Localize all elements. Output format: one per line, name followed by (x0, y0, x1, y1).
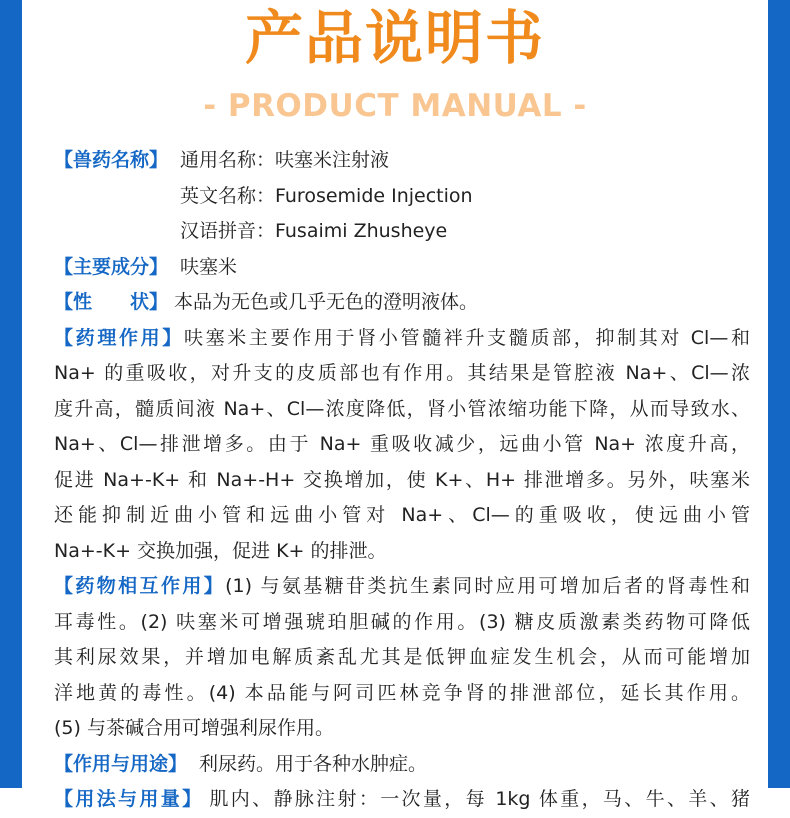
interaction-line: (1) 与氨基糖苷类抗生素同时应用可增加后者的肾毒性和 (225, 575, 750, 597)
dosage-text: 肌内、静脉注射：一次量，每 1kg 体重，马、牛、羊、猪 (209, 788, 750, 810)
pharmacology-line: Na+、Cl—排泄增多。由于 Na+ 重吸收减少，远曲小管 Na+ 浓度升高， (54, 433, 750, 455)
right-border (768, 0, 790, 788)
manual-page (22, 0, 768, 810)
label-dosage: 【用法与用量】 (54, 788, 204, 810)
pinyin-name-row (54, 214, 750, 250)
english-name-row (54, 179, 750, 215)
pharmacology-line: 度升高，髓质间液 Na+、Cl—浓度降低，肾小管浓缩功能下降，从而导致水、 (54, 397, 750, 420)
label-ingredient: 【主要成分】 (54, 255, 169, 278)
left-border (0, 0, 22, 788)
label-interaction: 【药物相互作用】 (54, 575, 226, 597)
generic-name: 通用名称：呋塞米注射液 (180, 149, 390, 171)
section-drug-name (54, 143, 750, 179)
usage-text: 利尿药。用于各种水肿症。 (199, 752, 428, 775)
pharmacology-line: 促进 Na+-K+ 和 Na+-H+ 交换增加，使 K+、H+ 排泄增多。另外，呋塞米 (54, 468, 750, 491)
property-text: 本品为无色或几乎无色的澄明液体。 (174, 291, 479, 313)
section-dosage (54, 782, 750, 818)
interaction-line: 耳毒性。(2) 呋塞米可增强琥珀胆碱的作用。(3) 糖皮质激素类药物可降低 (54, 610, 750, 633)
manual-content (54, 143, 750, 818)
label-usage: 【作用与用途】 (54, 752, 188, 775)
pharmacology-line: Na+ 的重吸收，对升支的皮质部也有作用。其结果是管腔液 Na+、Cl—浓 (54, 362, 750, 384)
label-pharmacology: 【药理作用】 (54, 326, 184, 349)
section-ingredient (54, 250, 750, 286)
page-title: 产品说明书 (244, 4, 545, 72)
section-interaction (54, 569, 750, 747)
interaction-line: 洋地黄的毒性。(4) 本品能与阿司匹林竞争肾的排泄部位，延长其作用。 (54, 681, 750, 704)
pharmacology-line: 呋塞米主要作用于肾小管髓袢升支髓质部，抑制其对 Cl—和 (183, 326, 750, 349)
section-property (54, 285, 750, 321)
label-property: 【性 状】 (54, 291, 169, 313)
page-subtitle: - PRODUCT MANUAL - (203, 88, 587, 124)
interaction-line: (5) 与茶碱合用可增强利尿作用。 (54, 717, 334, 739)
interaction-line: 其利尿效果，并增加电解质紊乱尤其是低钾血症发生机会，从而可能增加 (54, 646, 750, 668)
pinyin-name: 汉语拼音：Fusaimi Zhusheye (180, 220, 448, 242)
section-usage (54, 747, 750, 783)
pharmacology-line: Na+-K+ 交换加强，促进 K+ 的排泄。 (54, 539, 387, 562)
english-name: 英文名称：Furosemide Injection (180, 184, 473, 207)
label-drug-name: 【兽药名称】 (54, 149, 169, 171)
section-pharmacology (54, 321, 750, 570)
pharmacology-line: 还能抑制近曲小管和远曲小管对 Na+、Cl—的重吸收，使远曲小管 (54, 504, 750, 526)
ingredient-text: 呋塞米 (180, 255, 238, 278)
